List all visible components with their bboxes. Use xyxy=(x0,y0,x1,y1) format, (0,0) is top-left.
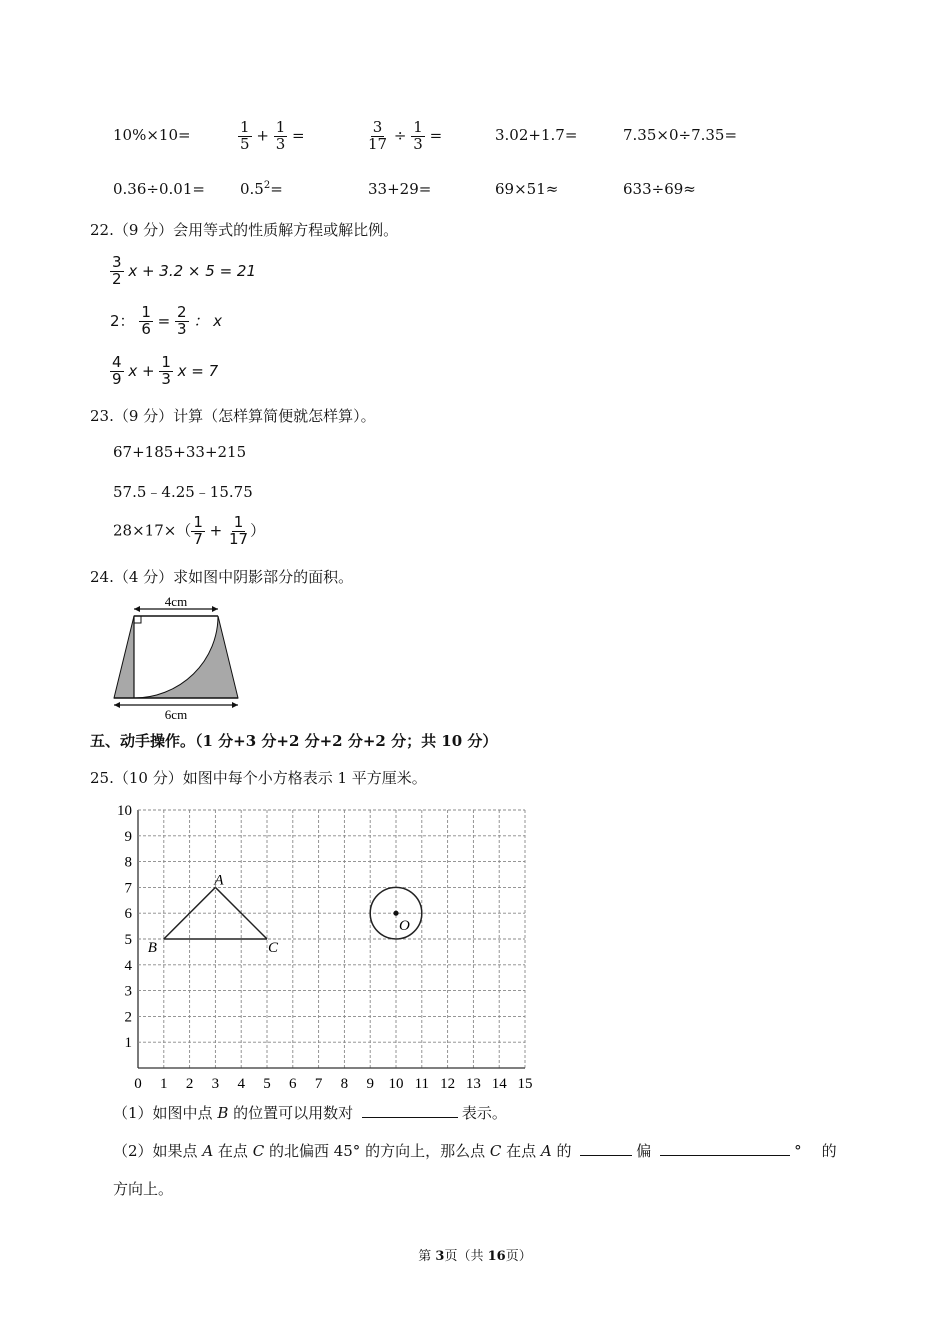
calc-r2-e: 633÷69≈ xyxy=(623,180,696,198)
x-tick-label: 2 xyxy=(185,1076,194,1090)
footer-text: 页） xyxy=(505,1249,532,1264)
x-tick-label: 1 xyxy=(160,1076,168,1090)
fraction-denominator: 3 xyxy=(413,134,423,153)
fraction-denominator: 5 xyxy=(240,134,250,153)
sub1-text: 表示。 xyxy=(461,1104,507,1122)
y-tick-label: 4 xyxy=(124,957,132,974)
sub2-var: A xyxy=(540,1142,552,1160)
footer-text: 第 xyxy=(418,1249,436,1264)
grid-shapes xyxy=(148,872,422,956)
sub2-text: 的 xyxy=(821,1142,837,1160)
q22-equation-1 xyxy=(110,255,256,288)
right-shaded-region xyxy=(134,616,238,698)
expression-prefix: 28×17×（ xyxy=(113,521,192,540)
sub1-text: 的位置可以用数对 xyxy=(228,1104,358,1122)
x-tick-label: 8 xyxy=(340,1076,349,1090)
sub1-text: （1）如图中点 xyxy=(113,1104,218,1122)
sub1-var: B xyxy=(217,1104,229,1122)
x-tick-label: 13 xyxy=(465,1076,481,1090)
fraction-numerator: 1 xyxy=(413,118,423,136)
q23-expression-3 xyxy=(113,515,265,548)
y-tick-label: 1 xyxy=(124,1035,132,1052)
fraction-denominator: 17 xyxy=(368,134,388,153)
q23-title: 23.（9 分）计算（怎样算简便就怎样算）。 xyxy=(90,407,376,425)
sub2-var: A xyxy=(202,1142,214,1160)
x-tick-label: 5 xyxy=(263,1076,271,1090)
q25-sub-2-line-2: 方向上。 xyxy=(113,1180,174,1198)
fraction-numerator: 1 xyxy=(275,118,286,136)
sub2-var: C xyxy=(489,1142,502,1160)
calc-r2-c: 33+29= xyxy=(368,180,432,198)
sub2-text: 的 xyxy=(551,1142,577,1160)
ratio-suffix: ： x xyxy=(193,311,222,330)
point-o-label: O xyxy=(399,918,410,935)
y-tick-label: 9 xyxy=(124,828,132,845)
top-label: 4cm xyxy=(164,594,188,609)
fraction-denominator: 3 xyxy=(161,369,171,388)
sub2-text: 在点 xyxy=(213,1142,253,1160)
arrow-left-icon xyxy=(114,702,120,708)
x-tick-label: 14 xyxy=(491,1076,507,1090)
q23-expression-1: 67+185+33+215 xyxy=(113,443,247,461)
q25-title: 25.（10 分）如图中每个小方格表示 1 平方厘米。 xyxy=(90,769,427,787)
x-tick-label: 9 xyxy=(366,1076,374,1090)
y-tick-label: 2 xyxy=(124,1009,132,1026)
bottom-label: 6cm xyxy=(164,707,188,722)
calc-r1-d: 3.02+1.7= xyxy=(495,126,578,144)
footer-text: 页（共 xyxy=(444,1249,488,1264)
section-5-title: 五、动手操作。（1 分+3 分+2 分+2 分+2 分；共 10 分） xyxy=(90,732,498,750)
sub2-var: C xyxy=(252,1142,265,1160)
fraction-numerator: 1 xyxy=(193,513,203,531)
q25-sub-1 xyxy=(113,1102,507,1123)
q25-sub-2 xyxy=(113,1140,837,1161)
x-axis-ticks xyxy=(134,1076,532,1090)
x-tick-label: 0 xyxy=(134,1076,142,1090)
x-tick-label: 11 xyxy=(414,1076,430,1090)
calc-r1-a: 10%×10= xyxy=(113,126,191,144)
center-point-o xyxy=(393,911,398,916)
fraction-numerator: 1 xyxy=(161,353,171,371)
calc-r1-b xyxy=(238,120,305,153)
q22-equation-2 xyxy=(110,305,222,338)
calc-r1-c xyxy=(366,120,442,153)
equation-rest: x = 7 xyxy=(177,361,219,380)
power-base: 0.5 xyxy=(240,180,264,198)
fraction-denominator: 3 xyxy=(275,134,286,153)
operator: + xyxy=(209,521,223,540)
equals: = xyxy=(429,126,443,145)
x-tick-label: 12 xyxy=(440,1076,456,1090)
fraction-denominator: 9 xyxy=(112,369,122,388)
fraction-numerator: 4 xyxy=(112,353,122,371)
y-tick-label: 3 xyxy=(124,983,132,1000)
q24-title: 24.（4 分）求如图中阴影部分的面积。 xyxy=(90,568,354,586)
q23-expression-2: 57.5﹣4.25﹣15.75 xyxy=(113,483,253,501)
grid-figure xyxy=(110,800,540,1090)
sub2-text: ° xyxy=(794,1142,802,1160)
expression-suffix: ） xyxy=(250,521,266,540)
calc-r2-d: 69×51≈ xyxy=(495,180,559,198)
equals: = xyxy=(270,180,283,198)
x-tick-label: 3 xyxy=(211,1076,220,1090)
footer-total-pages: 16 xyxy=(487,1249,506,1264)
calc-r2-b xyxy=(240,180,283,198)
sub2-text: 的北偏西 45° 的方向上，那么点 xyxy=(264,1142,490,1160)
x-tick-label: 6 xyxy=(289,1076,297,1090)
sub2-text: 偏 xyxy=(636,1142,657,1160)
right-angle-mark xyxy=(134,616,141,623)
point-b-label: B xyxy=(147,940,157,956)
y-axis-ticks xyxy=(117,803,133,1051)
x-tick-label: 10 xyxy=(388,1076,404,1090)
angle-blank[interactable] xyxy=(660,1154,790,1156)
direction-blank[interactable] xyxy=(580,1154,632,1156)
y-tick-label: 6 xyxy=(124,906,132,923)
y-tick-label: 10 xyxy=(117,803,132,819)
answer-blank[interactable] xyxy=(362,1116,458,1118)
equation-mid: x + xyxy=(128,361,155,380)
sub2-text: 在点 xyxy=(501,1142,541,1160)
sub2-text: （2）如果点 xyxy=(113,1142,203,1160)
arrow-right-icon xyxy=(212,606,218,612)
fraction-numerator: 1 xyxy=(141,303,151,321)
y-tick-label: 8 xyxy=(124,854,132,871)
equals: = xyxy=(292,126,305,145)
ratio-prefix: 2： xyxy=(110,311,135,330)
point-c-label: C xyxy=(268,940,279,956)
operator: + xyxy=(256,126,269,145)
fraction-denominator: 6 xyxy=(141,319,151,338)
calc-r2-a: 0.36÷0.01= xyxy=(113,180,205,198)
footer-page-number: 3 xyxy=(435,1249,445,1264)
calc-r1-e: 7.35×0÷7.35= xyxy=(623,126,738,144)
arrow-left-icon xyxy=(134,606,140,612)
y-tick-label: 7 xyxy=(124,880,132,897)
fraction-numerator: 3 xyxy=(372,118,383,136)
arrow-right-icon xyxy=(232,702,238,708)
left-shaded-triangle xyxy=(114,616,134,698)
x-tick-label: 15 xyxy=(517,1076,533,1090)
trapezoid-figure xyxy=(108,594,248,724)
fraction-denominator: 2 xyxy=(112,269,122,288)
fraction-denominator: 17 xyxy=(229,529,249,548)
fraction-numerator: 1 xyxy=(233,513,244,531)
q22-title: 22.（9 分）会用等式的性质解方程或解比例。 xyxy=(90,221,399,239)
fraction-numerator: 3 xyxy=(112,253,122,271)
operator: ÷ xyxy=(393,126,407,145)
fraction-numerator: 2 xyxy=(177,303,187,321)
fraction-numerator: 1 xyxy=(240,118,250,136)
x-tick-label: 7 xyxy=(314,1076,323,1090)
equation-rest: x + 3.2 × 5 = 21 xyxy=(128,261,257,280)
fraction-denominator: 7 xyxy=(193,529,203,548)
power-exponent: 2 xyxy=(263,180,271,191)
equals: = xyxy=(157,311,171,330)
y-tick-label: 5 xyxy=(124,932,132,948)
x-tick-label: 4 xyxy=(237,1076,245,1090)
q22-equation-3 xyxy=(110,355,218,388)
point-a-label: A xyxy=(214,872,224,889)
page-footer xyxy=(0,1245,950,1264)
fraction-denominator: 3 xyxy=(177,319,187,338)
